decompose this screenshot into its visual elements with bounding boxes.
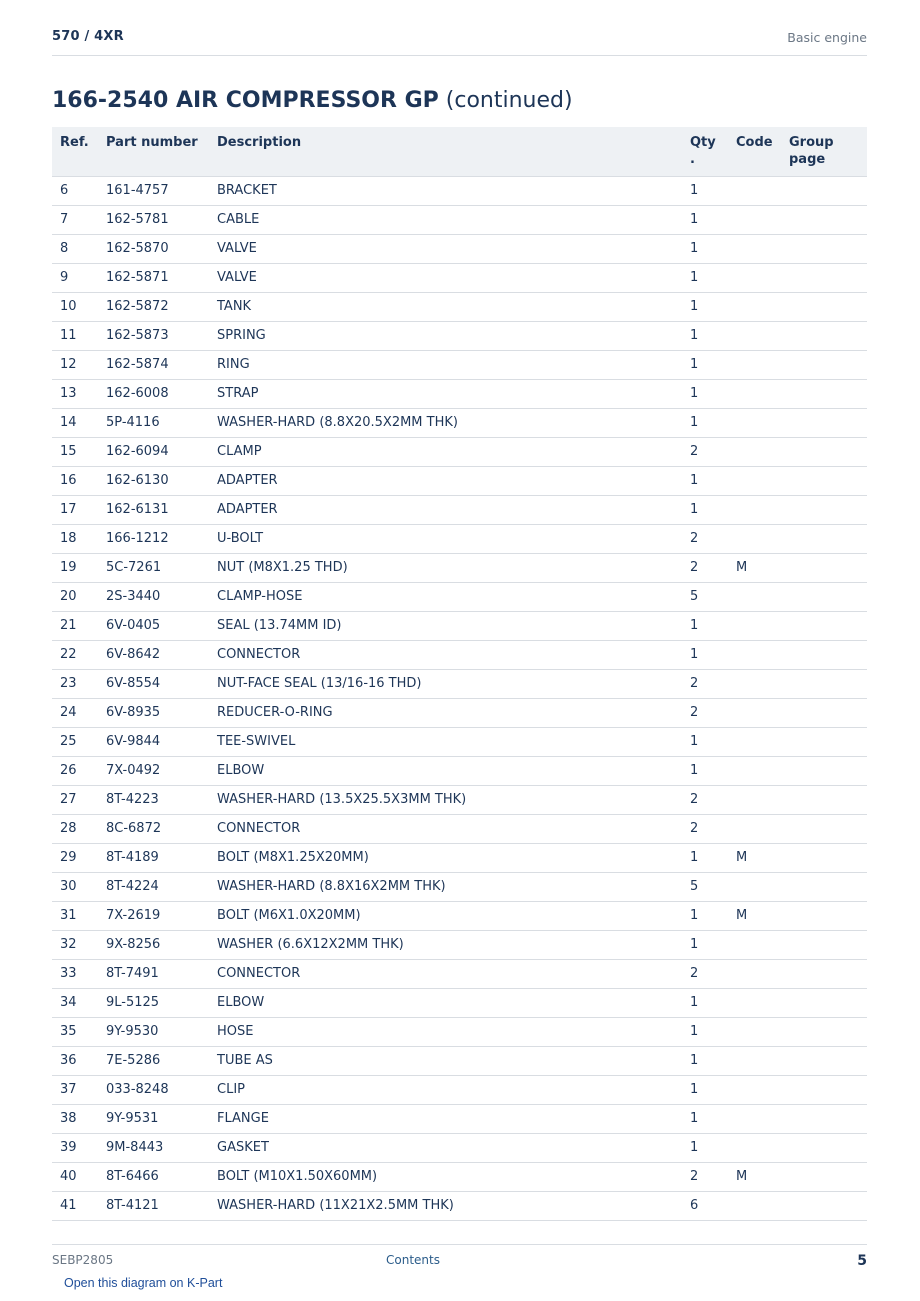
cell-description: WASHER-HARD (13.5X25.5X3MM THK) (209, 786, 682, 815)
cell-part-number: 162-6008 (98, 380, 209, 409)
cell-description: ELBOW (209, 989, 682, 1018)
table-row (52, 931, 867, 960)
cell-part-number: 5P-4116 (98, 409, 209, 438)
title-suffix: (continued) (438, 88, 573, 113)
cell-code (728, 728, 781, 757)
cell-group-page (781, 496, 867, 525)
cell-description: U-BOLT (209, 525, 682, 554)
table-row (52, 264, 867, 293)
cell-code (728, 960, 781, 989)
cell-ref: 20 (52, 583, 98, 612)
page-header (52, 29, 867, 56)
cell-description: FLANGE (209, 1105, 682, 1134)
cell-description: SEAL (13.74MM ID) (209, 612, 682, 641)
cell-code (728, 177, 781, 206)
table-row (52, 960, 867, 989)
cell-code (728, 1018, 781, 1047)
contents-link[interactable]: Contents (386, 1253, 440, 1267)
table-row (52, 438, 867, 467)
cell-group-page (781, 438, 867, 467)
cell-qty: 1 (682, 1105, 728, 1134)
cell-description: BOLT (M8X1.25X20MM) (209, 844, 682, 873)
header-row (52, 127, 867, 177)
cell-ref: 24 (52, 699, 98, 728)
cell-code (728, 1192, 781, 1221)
table-row (52, 409, 867, 438)
table-row (52, 641, 867, 670)
cell-description: BOLT (M6X1.0X20MM) (209, 902, 682, 931)
column-header-description: Description (209, 127, 682, 177)
page-title (52, 88, 573, 113)
cell-part-number: 8T-4189 (98, 844, 209, 873)
table-row (52, 583, 867, 612)
table-row (52, 554, 867, 583)
cell-qty: 5 (682, 873, 728, 902)
cell-code (728, 931, 781, 960)
cell-group-page (781, 670, 867, 699)
cell-code: M (728, 1163, 781, 1192)
cell-description: HOSE (209, 1018, 682, 1047)
cell-group-page (781, 1163, 867, 1192)
cell-code (728, 757, 781, 786)
cell-qty: 2 (682, 1163, 728, 1192)
cell-ref: 16 (52, 467, 98, 496)
cell-group-page (781, 641, 867, 670)
cell-description: WASHER (6.6X12X2MM THK) (209, 931, 682, 960)
cell-code: M (728, 844, 781, 873)
cell-ref: 40 (52, 1163, 98, 1192)
table-header (52, 127, 867, 177)
table-body (52, 177, 867, 1221)
table-row (52, 902, 867, 931)
cell-ref: 34 (52, 989, 98, 1018)
table-row (52, 351, 867, 380)
cell-part-number: 6V-8935 (98, 699, 209, 728)
cell-code: M (728, 554, 781, 583)
cell-part-number: 162-5873 (98, 322, 209, 351)
cell-code (728, 786, 781, 815)
cell-ref: 12 (52, 351, 98, 380)
cell-description: BOLT (M10X1.50X60MM) (209, 1163, 682, 1192)
cell-group-page (781, 467, 867, 496)
cell-qty: 2 (682, 438, 728, 467)
cell-part-number: 162-6131 (98, 496, 209, 525)
table-row (52, 612, 867, 641)
cell-ref: 32 (52, 931, 98, 960)
cell-group-page (781, 1192, 867, 1221)
cell-code (728, 1076, 781, 1105)
cell-code (728, 583, 781, 612)
cell-part-number: 162-6130 (98, 467, 209, 496)
table-row (52, 786, 867, 815)
cell-description: TUBE AS (209, 1047, 682, 1076)
cell-qty: 1 (682, 351, 728, 380)
cell-part-number: 6V-9844 (98, 728, 209, 757)
cell-code (728, 438, 781, 467)
cell-group-page (781, 960, 867, 989)
cell-part-number: 8T-4121 (98, 1192, 209, 1221)
cell-code (728, 873, 781, 902)
table-row (52, 873, 867, 902)
cell-group-page (781, 409, 867, 438)
cell-group-page (781, 815, 867, 844)
cell-ref: 27 (52, 786, 98, 815)
cell-description: CONNECTOR (209, 815, 682, 844)
cell-ref: 19 (52, 554, 98, 583)
cell-ref: 28 (52, 815, 98, 844)
cell-code (728, 235, 781, 264)
cell-qty: 1 (682, 177, 728, 206)
cell-group-page (781, 844, 867, 873)
cell-part-number: 6V-0405 (98, 612, 209, 641)
cell-description: ELBOW (209, 757, 682, 786)
cell-ref: 35 (52, 1018, 98, 1047)
cell-description: CLAMP-HOSE (209, 583, 682, 612)
cell-group-page (781, 989, 867, 1018)
table-row (52, 989, 867, 1018)
cell-qty: 1 (682, 641, 728, 670)
table-row (52, 670, 867, 699)
cell-qty: 1 (682, 293, 728, 322)
cell-code (728, 467, 781, 496)
cell-description: CONNECTOR (209, 960, 682, 989)
cell-group-page (781, 235, 867, 264)
cell-group-page (781, 206, 867, 235)
cell-part-number: 161-4757 (98, 177, 209, 206)
cell-qty: 2 (682, 554, 728, 583)
cell-ref: 31 (52, 902, 98, 931)
table-row (52, 757, 867, 786)
cell-qty: 2 (682, 960, 728, 989)
document-id: SEBP2805 (52, 1253, 114, 1267)
cell-qty: 1 (682, 612, 728, 641)
cell-code (728, 351, 781, 380)
cell-qty: 2 (682, 699, 728, 728)
cell-group-page (781, 264, 867, 293)
table-row (52, 1105, 867, 1134)
cell-code (728, 322, 781, 351)
cell-qty: 2 (682, 525, 728, 554)
table-row (52, 1076, 867, 1105)
cell-ref: 21 (52, 612, 98, 641)
cell-description: RING (209, 351, 682, 380)
cell-part-number: 8T-4223 (98, 786, 209, 815)
cell-qty: 1 (682, 264, 728, 293)
table-row (52, 815, 867, 844)
cell-group-page (781, 525, 867, 554)
cell-ref: 14 (52, 409, 98, 438)
cell-part-number: 162-5781 (98, 206, 209, 235)
cell-description: TANK (209, 293, 682, 322)
cell-part-number: 7X-0492 (98, 757, 209, 786)
cell-code (728, 409, 781, 438)
cell-qty: 1 (682, 757, 728, 786)
table-row (52, 699, 867, 728)
cell-description: WASHER-HARD (8.8X16X2MM THK) (209, 873, 682, 902)
cell-group-page (781, 873, 867, 902)
cell-part-number: 9X-8256 (98, 931, 209, 960)
cell-ref: 29 (52, 844, 98, 873)
cell-ref: 18 (52, 525, 98, 554)
cell-qty: 1 (682, 931, 728, 960)
cell-group-page (781, 351, 867, 380)
cell-part-number: 8T-6466 (98, 1163, 209, 1192)
column-header-part-number: Part number (98, 127, 209, 177)
cell-ref: 13 (52, 380, 98, 409)
cell-qty: 1 (682, 844, 728, 873)
cell-description: NUT (M8X1.25 THD) (209, 554, 682, 583)
cell-ref: 33 (52, 960, 98, 989)
cell-group-page (781, 583, 867, 612)
cell-description: CLAMP (209, 438, 682, 467)
cell-part-number: 9Y-9531 (98, 1105, 209, 1134)
cell-description: STRAP (209, 380, 682, 409)
cell-qty: 2 (682, 670, 728, 699)
cell-qty: 6 (682, 1192, 728, 1221)
table-row (52, 525, 867, 554)
cell-qty: 2 (682, 786, 728, 815)
cell-ref: 10 (52, 293, 98, 322)
cell-description: WASHER-HARD (11X21X2.5MM THK) (209, 1192, 682, 1221)
cell-description: VALVE (209, 264, 682, 293)
cell-ref: 7 (52, 206, 98, 235)
cell-qty: 1 (682, 496, 728, 525)
table-row (52, 177, 867, 206)
column-header-qty: Qty . (682, 127, 728, 177)
cell-part-number: 162-5870 (98, 235, 209, 264)
cell-group-page (781, 1076, 867, 1105)
cell-part-number: 9Y-9530 (98, 1018, 209, 1047)
cell-part-number: 8T-4224 (98, 873, 209, 902)
document-page (52, 0, 867, 1300)
cell-description: TEE-SWIVEL (209, 728, 682, 757)
table-row (52, 235, 867, 264)
cell-code (728, 612, 781, 641)
cell-ref: 39 (52, 1134, 98, 1163)
cell-ref: 26 (52, 757, 98, 786)
cell-qty: 1 (682, 322, 728, 351)
cell-description: WASHER-HARD (8.8X20.5X2MM THK) (209, 409, 682, 438)
cell-part-number: 9M-8443 (98, 1134, 209, 1163)
table-row (52, 322, 867, 351)
cell-code (728, 206, 781, 235)
cell-qty: 5 (682, 583, 728, 612)
cell-part-number: 8C-6872 (98, 815, 209, 844)
cell-group-page (781, 612, 867, 641)
cell-code (728, 496, 781, 525)
open-diagram-link[interactable]: Open this diagram on K-Part (64, 1276, 223, 1290)
cell-group-page (781, 699, 867, 728)
cell-group-page (781, 1105, 867, 1134)
cell-group-page (781, 931, 867, 960)
cell-part-number: 5C-7261 (98, 554, 209, 583)
cell-qty: 1 (682, 1134, 728, 1163)
group-title: 166-2540 AIR COMPRESSOR GP (52, 88, 439, 113)
table-row (52, 1192, 867, 1221)
cell-ref: 15 (52, 438, 98, 467)
cell-part-number: 6V-8554 (98, 670, 209, 699)
table-row (52, 1047, 867, 1076)
table-row (52, 206, 867, 235)
cell-group-page (781, 902, 867, 931)
column-header-ref: Ref. (52, 127, 98, 177)
cell-group-page (781, 757, 867, 786)
table-row (52, 1163, 867, 1192)
cell-part-number: 6V-8642 (98, 641, 209, 670)
cell-ref: 23 (52, 670, 98, 699)
cell-part-number: 2S-3440 (98, 583, 209, 612)
cell-description: REDUCER-O-RING (209, 699, 682, 728)
cell-qty: 1 (682, 989, 728, 1018)
table-row (52, 1018, 867, 1047)
cell-qty: 1 (682, 409, 728, 438)
cell-ref: 11 (52, 322, 98, 351)
cell-code (728, 699, 781, 728)
cell-description: VALVE (209, 235, 682, 264)
cell-part-number: 162-5872 (98, 293, 209, 322)
cell-group-page (781, 1018, 867, 1047)
cell-description: CABLE (209, 206, 682, 235)
table-row (52, 496, 867, 525)
cell-ref: 41 (52, 1192, 98, 1221)
cell-ref: 25 (52, 728, 98, 757)
cell-part-number: 162-5874 (98, 351, 209, 380)
cell-code (728, 641, 781, 670)
cell-group-page (781, 322, 867, 351)
cell-code (728, 815, 781, 844)
cell-part-number: 162-6094 (98, 438, 209, 467)
cell-group-page (781, 380, 867, 409)
cell-ref: 17 (52, 496, 98, 525)
parts-table (52, 127, 867, 1221)
table-row (52, 380, 867, 409)
cell-ref: 38 (52, 1105, 98, 1134)
cell-description: GASKET (209, 1134, 682, 1163)
column-header-group-page: Group page (781, 127, 867, 177)
cell-code (728, 264, 781, 293)
cell-qty: 1 (682, 902, 728, 931)
cell-qty: 1 (682, 380, 728, 409)
table-row (52, 467, 867, 496)
cell-qty: 1 (682, 467, 728, 496)
cell-qty: 1 (682, 728, 728, 757)
cell-group-page (781, 1047, 867, 1076)
page-number: 5 (857, 1253, 867, 1269)
cell-code (728, 1134, 781, 1163)
cell-description: NUT-FACE SEAL (13/16-16 THD) (209, 670, 682, 699)
cell-qty: 1 (682, 1018, 728, 1047)
cell-code (728, 525, 781, 554)
cell-code (728, 293, 781, 322)
model-label: 570 / 4XR (52, 29, 124, 44)
cell-group-page (781, 1134, 867, 1163)
cell-part-number: 7X-2619 (98, 902, 209, 931)
cell-code (728, 380, 781, 409)
cell-ref: 6 (52, 177, 98, 206)
cell-description: ADAPTER (209, 467, 682, 496)
cell-part-number: 7E-5286 (98, 1047, 209, 1076)
cell-group-page (781, 554, 867, 583)
cell-code (728, 1047, 781, 1076)
cell-ref: 30 (52, 873, 98, 902)
cell-description: ADAPTER (209, 496, 682, 525)
table-row (52, 293, 867, 322)
page-footer (52, 1244, 867, 1301)
table-row (52, 728, 867, 757)
cell-ref: 22 (52, 641, 98, 670)
cell-description: CLIP (209, 1076, 682, 1105)
column-header-code: Code (728, 127, 781, 177)
cell-qty: 1 (682, 206, 728, 235)
section-label: Basic engine (787, 30, 867, 45)
table-row (52, 844, 867, 873)
cell-part-number: 033-8248 (98, 1076, 209, 1105)
cell-group-page (781, 728, 867, 757)
cell-group-page (781, 293, 867, 322)
cell-ref: 9 (52, 264, 98, 293)
cell-part-number: 162-5871 (98, 264, 209, 293)
cell-qty: 1 (682, 235, 728, 264)
cell-group-page (781, 786, 867, 815)
cell-ref: 8 (52, 235, 98, 264)
table-row (52, 1134, 867, 1163)
cell-part-number: 166-1212 (98, 525, 209, 554)
cell-part-number: 8T-7491 (98, 960, 209, 989)
cell-code (728, 670, 781, 699)
cell-description: SPRING (209, 322, 682, 351)
cell-group-page (781, 177, 867, 206)
cell-qty: 1 (682, 1076, 728, 1105)
cell-code: M (728, 902, 781, 931)
cell-qty: 2 (682, 815, 728, 844)
cell-part-number: 9L-5125 (98, 989, 209, 1018)
cell-ref: 37 (52, 1076, 98, 1105)
cell-description: CONNECTOR (209, 641, 682, 670)
cell-code (728, 1105, 781, 1134)
cell-code (728, 989, 781, 1018)
cell-ref: 36 (52, 1047, 98, 1076)
cell-qty: 1 (682, 1047, 728, 1076)
cell-description: BRACKET (209, 177, 682, 206)
